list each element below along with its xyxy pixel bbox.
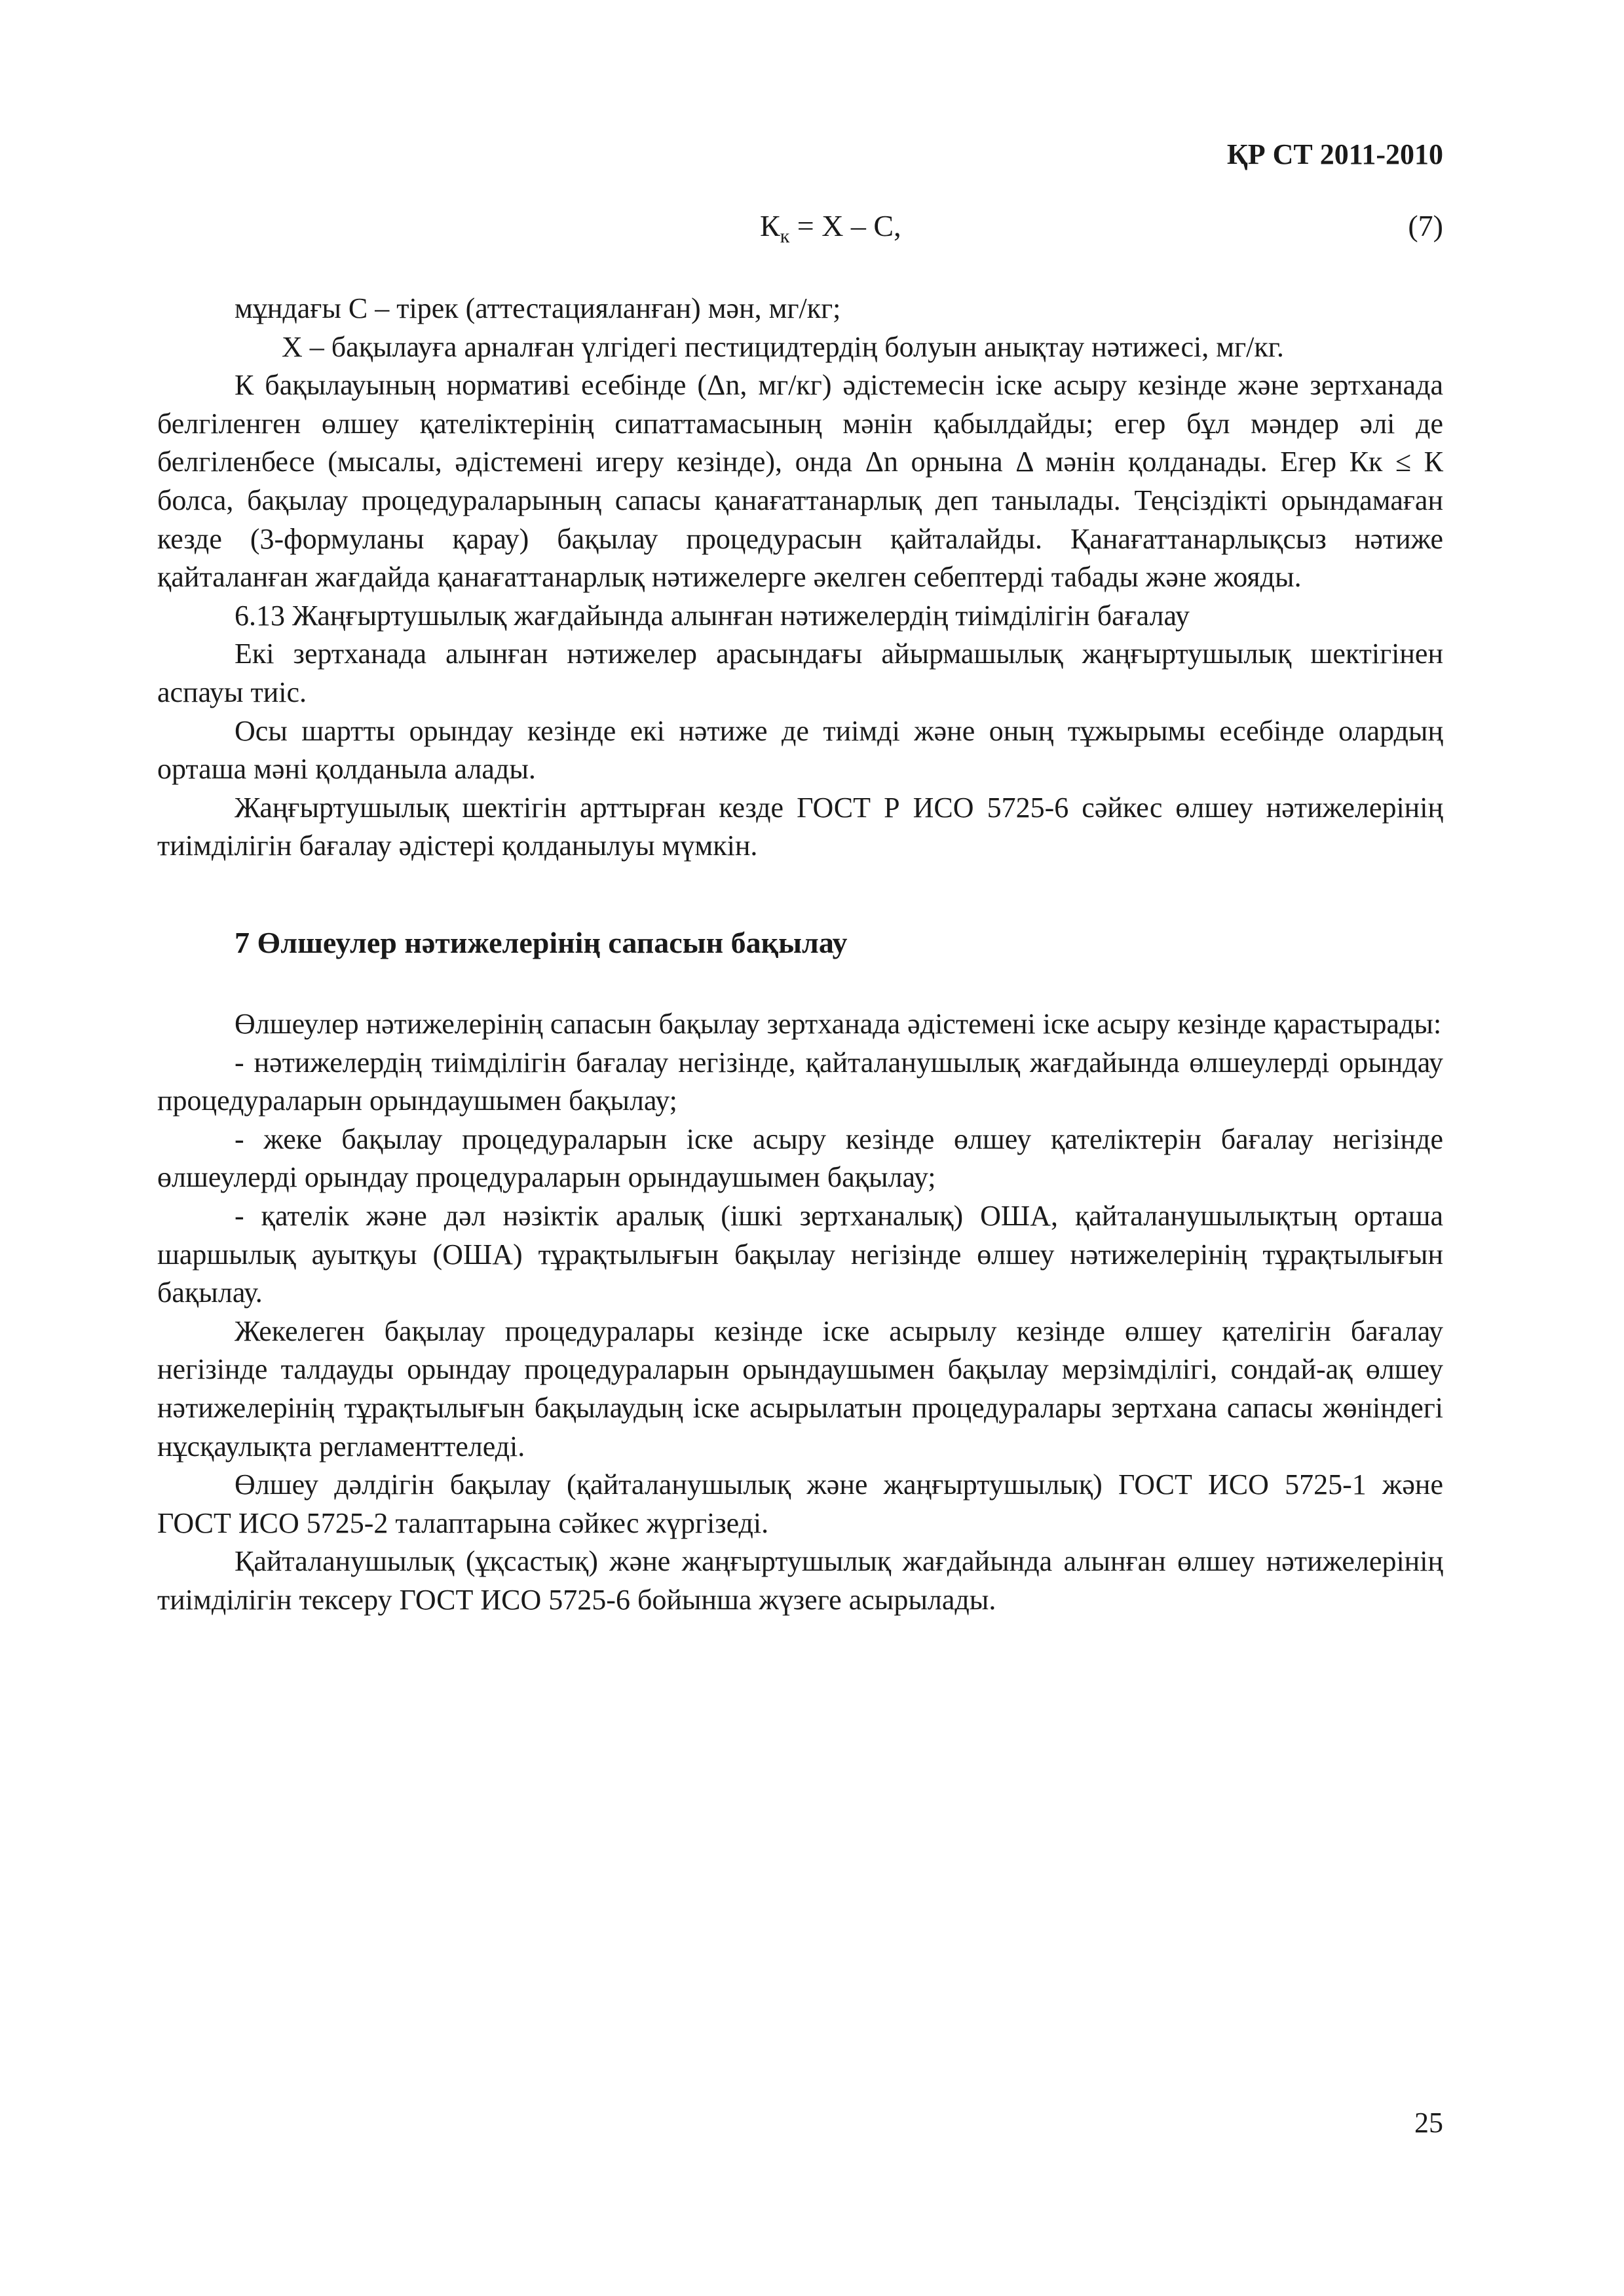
page-number: 25	[1414, 2107, 1443, 2139]
paragraph-accuracy-control: Өлшеу дәлдігін бақылау (қайталанушылық және жаңғыртушылық) ГОСТ ИСО 5725-1 және ГОСТ ИСО 5725-2 талаптарына сәйкес жүргізеді.	[157, 1468, 1443, 1539]
paragraph-verification: Қайталанушылық (ұқсастық) және жаңғыртушылық жағдайында алынған өлшеу нәтижелерінің тиімділігін тексеру ГОСТ ИСО 5725-6 бойынша жүзеге асырылады.	[157, 1545, 1443, 1616]
paragraph-two-labs: Екі зертханада алынған нәтижелер арасындағы айырмашылық жаңғыртушылық шектігінен аспауы тиіс.	[157, 638, 1443, 708]
formula-number: (7)	[1408, 209, 1443, 242]
paragraph-k-norm: К бақылауының нормативі есебінде (Δn, мг/кг) әдістемесін іске асыру кезінде және зертханада белгіленген өлшеу қателіктерінің сипаттамасының мәнін қабылдайды; егер бұл мәндер әлі де белгіленбесе (мысалы, әдістемені игеру кезінде), онда Δn орнына Δ мәнін қолданады. Егер Кк ≤ К болса, бақылау процедураларының сапасы қанағаттанарлық деп танылады. Теңсіздікті орындамаған кезде (3-формуланы қарау) бақылау процедурасын қайталайды. Қанағаттанарлықсыз нәтиже қайталанған жағдайда қанағаттанарлық нәтижелерге әкелген себептерді табады және жояды.	[157, 369, 1443, 594]
paragraph-where-c: мұндағы С – тірек (аттестацияланған) мән, мг/кг;	[235, 292, 841, 324]
list-item: - жеке бақылау процедураларын іске асыру кезінде өлшеу қателіктерін бағалау негізінде өлшеулерді орындау процедураларын орындаушымен бақылау;	[157, 1122, 1443, 1194]
paragraph-quality-control: Өлшеулер нәтижелерінің сапасын бақылау зертханада әдістемені іске асыру кезінде қарастырады:	[235, 1008, 1442, 1040]
paragraph-where-x: Х – бақылауға арналған үлгідегі пестицидтердің болуын анықтау нәтижесі, мг/кг.	[282, 330, 1284, 363]
formula-7: $К_к = Х - С$,	[760, 209, 901, 248]
paragraph-periodicity: Жекелеген бақылау процедуралары кезінде іске асырылу кезінде өлшеу қателігін бағалау негізінде талдауды орындау процедураларын орындаушымен бақылау мерзімділігі, сондай-ақ өлшеу нәтижелерінің тұрақтылығын бақылаудың іске асырылатын процедуралары зертхана сапасы жөніндегі нұсқаулықта регламенттеледі.	[157, 1314, 1443, 1463]
section-7-title: 7 Өлшеулер нәтижелерінің сапасын бақылау	[235, 926, 848, 959]
text-block-1	[157, 290, 1443, 866]
paragraph-6-13: 6.13 Жаңғыртушылық жағдайында алынған нәтижелердің тиімділігін бағалау	[235, 599, 1190, 632]
list-item: - нәтижелердің тиімділігін бағалау негізінде, қайталанушылық жағдайында өлшеулерді орындау процедураларын орындаушымен бақылау;	[157, 1046, 1443, 1117]
paragraph-condition: Осы шартты орындау кезінде екі нәтиже де тиімді және оның тұжырымы есебінде олардың орташа мәні қолданыла алады.	[157, 714, 1443, 786]
text-block-2	[157, 1005, 1443, 1620]
paragraph-exceed: Жаңғыртушылық шектігін арттырған кезде ГОСТ Р ИСО 5725-6 сәйкес өлшеу нәтижелерінің тиімділігін бағалау әдістері қолданылуы мүмкін.	[157, 791, 1443, 862]
document-header: ҚР СТ 2011-2010	[1226, 138, 1443, 170]
list-item: - қателік және дәл нәзіктік аралық (ішкі зертханалық) ОША, қайталанушылықтың орташа шаршылық ауытқуы (ОША) тұрақтылығын бақылау негізінде өлшеу нәтижелерінің тұрақтылығын бақылау.	[157, 1199, 1443, 1309]
